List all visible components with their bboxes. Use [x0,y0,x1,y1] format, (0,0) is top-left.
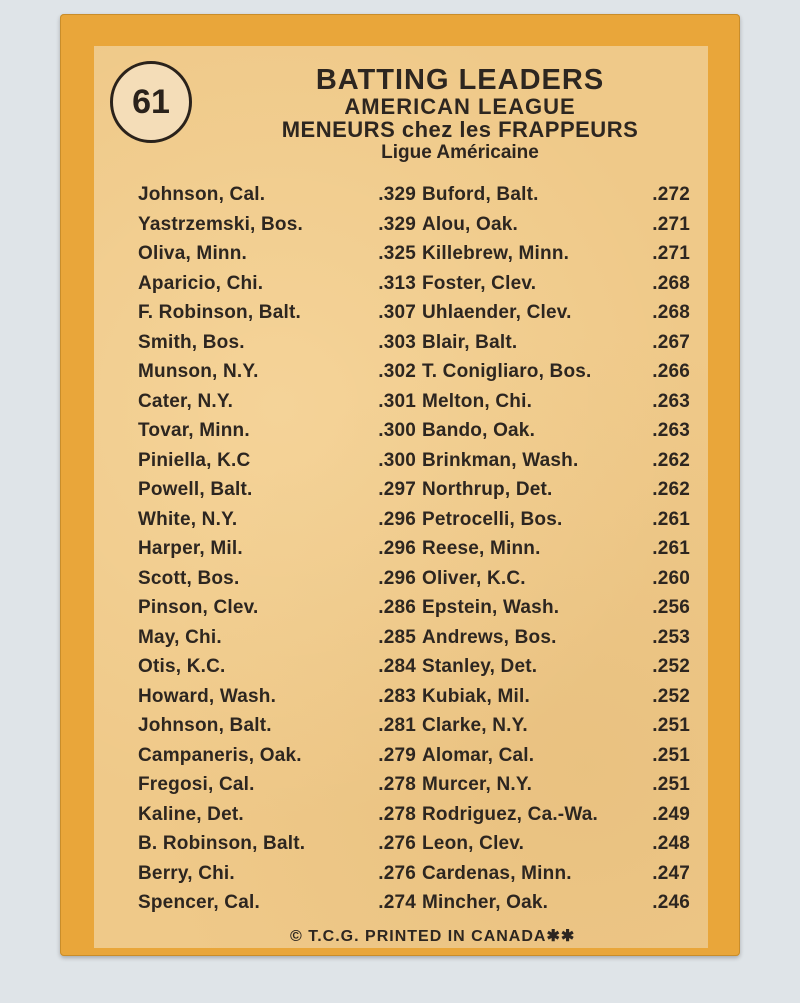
left-player-name: B. Robinson, Balt. [138,833,306,854]
card-title-french: MENEURS chez les FRAPPEURS [281,117,639,142]
right-player-average: .262 [652,479,690,500]
right-player-name: Buford, Balt. [422,184,539,205]
right-player-average: .261 [652,508,690,530]
table-row [130,713,700,743]
left-player-average: .329 [378,184,416,205]
table-row [130,536,700,566]
right-player-name: Brinkman, Wash. [422,449,579,471]
left-player-average: .279 [378,744,416,766]
table-row [130,271,700,301]
right-player-name: Alou, Oak. [422,213,518,235]
left-player-name: Powell, Balt. [138,479,253,500]
left-player-average: .325 [378,243,416,264]
right-player-average: .248 [652,833,690,854]
right-player-average: .256 [652,597,690,618]
right-player-name: Reese, Minn. [422,538,541,559]
left-player-average: .302 [378,361,416,382]
table-row [130,359,700,389]
right-player-average: .252 [652,685,690,707]
left-player-name: Smith, Bos. [138,331,245,353]
right-player-average: .272 [652,184,690,205]
left-player-name: Aparicio, Chi. [138,272,264,294]
left-player-average: .300 [378,420,416,441]
left-player-name: Harper, Mil. [138,538,243,559]
right-player-average: .267 [652,331,690,353]
table-row [130,625,700,655]
right-player-name: Stanley, Det. [422,656,538,677]
left-player-name: F. Robinson, Balt. [138,302,301,323]
baseball-card-back [60,14,740,956]
left-player-name: Campaneris, Oak. [138,744,302,766]
right-player-name: Murcer, N.Y. [422,774,533,795]
copyright-footer: © T.C.G. PRINTED IN CANADA✱✱ [290,928,576,945]
table-row [130,241,700,271]
left-player-average: .296 [378,508,416,530]
table-row [130,330,700,360]
right-player-average: .268 [652,302,690,323]
table-row [130,802,700,832]
league-title-french: Ligue Américaine [381,142,539,163]
right-player-name: Alomar, Cal. [422,744,535,766]
table-row [130,743,700,773]
table-row [130,566,700,596]
right-player-average: .246 [652,892,690,913]
left-player-average: .274 [378,892,416,913]
right-player-name: Cardenas, Minn. [422,862,572,884]
league-title: AMERICAN LEAGUE [344,94,576,119]
card-title: BATTING LEADERS [315,64,605,96]
left-player-average: .276 [378,862,416,884]
right-player-name: Rodriguez, Ca.-Wa. [422,803,599,825]
right-player-name: Kubiak, Mil. [422,685,530,707]
left-player-name: Berry, Chi. [138,862,235,884]
left-player-name: Oliva, Minn. [138,243,248,264]
left-player-average: .296 [378,538,416,559]
left-player-name: Fregosi, Cal. [138,774,255,795]
table-row [130,861,700,891]
left-player-average: .301 [378,390,416,412]
card-number-badge [110,61,192,143]
right-player-name: Clarke, N.Y. [422,715,528,736]
right-player-average: .266 [652,361,690,382]
right-player-name: Blair, Balt. [422,331,518,353]
left-player-name: Piniella, K.C [138,449,251,471]
left-player-average: .276 [378,833,416,854]
left-player-name: Cater, N.Y. [138,390,234,412]
left-player-name: May, Chi. [138,626,222,648]
left-player-name: Johnson, Balt. [138,715,272,736]
right-player-name: Andrews, Bos. [422,626,557,648]
left-player-name: Scott, Bos. [138,567,240,589]
table-row [130,389,700,419]
right-player-name: Killebrew, Minn. [422,243,570,264]
left-player-name: Munson, N.Y. [138,361,259,382]
left-player-average: .281 [378,715,416,736]
table-row [130,418,700,448]
left-player-name: Yastrzemski, Bos. [138,213,303,235]
left-player-average: .307 [378,302,416,323]
right-player-average: .247 [652,862,690,884]
left-player-name: Johnson, Cal. [138,184,266,205]
left-player-name: Spencer, Cal. [138,892,260,913]
right-player-average: .263 [652,390,690,412]
left-player-name: Kaline, Det. [138,803,244,825]
table-row [130,684,700,714]
left-player-average: .286 [378,597,416,618]
right-player-average: .251 [652,715,690,736]
left-player-average: .284 [378,656,416,677]
left-player-average: .278 [378,803,416,825]
right-player-average: .263 [652,420,690,441]
right-player-average: .251 [652,744,690,766]
table-row [130,654,700,684]
table-row [130,212,700,242]
right-player-average: .251 [652,774,690,795]
right-player-average: .271 [652,243,690,264]
table-row [130,477,700,507]
right-player-name: Foster, Clev. [422,272,537,294]
left-player-average: .300 [378,449,416,471]
left-player-average: .303 [378,331,416,353]
table-row [130,300,700,330]
left-player-average: .296 [378,567,416,589]
left-player-average: .285 [378,626,416,648]
left-player-average: .329 [378,213,416,235]
right-player-average: .253 [652,626,690,648]
left-player-name: Tovar, Minn. [138,420,250,441]
table-row [130,448,700,478]
card-number: 61 [132,82,170,121]
table-row [130,772,700,802]
left-player-average: .313 [378,272,416,294]
left-player-name: White, N.Y. [138,508,238,530]
left-player-name: Otis, K.C. [138,656,226,677]
right-player-name: Uhlaender, Clev. [422,302,572,323]
table-row [130,182,700,212]
right-player-name: Melton, Chi. [422,390,533,412]
right-player-name: Leon, Clev. [422,833,525,854]
right-player-name: Petrocelli, Bos. [422,508,563,530]
right-player-average: .262 [652,449,690,471]
right-player-name: T. Conigliaro, Bos. [422,361,592,382]
right-player-average: .268 [652,272,690,294]
right-player-average: .252 [652,656,690,677]
right-player-name: Northrup, Det. [422,479,553,500]
right-player-average: .271 [652,213,690,235]
left-player-name: Howard, Wash. [138,685,277,707]
right-player-name: Bando, Oak. [422,420,536,441]
right-player-name: Oliver, K.C. [422,567,526,589]
right-player-average: .261 [652,538,690,559]
left-player-average: .278 [378,774,416,795]
card-header [220,64,700,164]
right-player-name: Epstein, Wash. [422,597,560,618]
table-row [130,890,700,920]
right-player-average: .260 [652,567,690,589]
table-row [130,831,700,861]
table-row [130,595,700,625]
leaders-table [130,182,700,920]
left-player-average: .297 [378,479,416,500]
right-player-name: Mincher, Oak. [422,892,549,913]
right-player-average: .249 [652,803,690,825]
left-player-name: Pinson, Clev. [138,597,259,618]
left-player-average: .283 [378,685,416,707]
table-row [130,507,700,537]
